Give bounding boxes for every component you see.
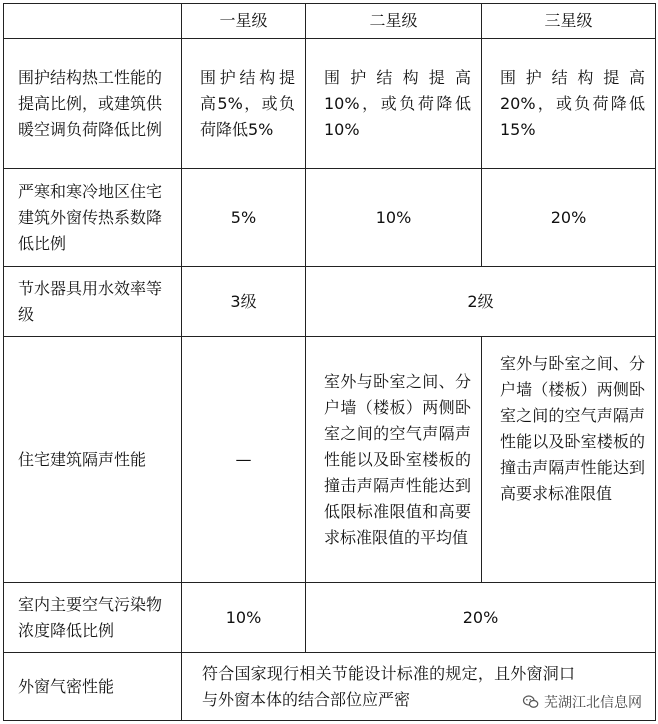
header-two-star: 二星级 (306, 4, 482, 39)
cell-three-star: 20% (482, 169, 656, 267)
cell-two-star: 10% (306, 169, 482, 267)
table-row (4, 39, 656, 169)
cell-one-star: 3级 (182, 267, 306, 337)
header-empty (4, 4, 182, 39)
table-row (4, 583, 656, 653)
cell-all-levels: 符合国家现行相关节能设计标准的规定，且外窗洞口与外窗本体的结合部位应严密 (182, 653, 656, 721)
cell-one-star: — (182, 337, 306, 583)
table-row (4, 267, 656, 337)
cell-one-star: 5% (182, 169, 306, 267)
cell-one-star: 围护结构提高5%，或负荷降低5% (182, 39, 306, 169)
header-row (4, 4, 656, 39)
cell-two-star: 围护结构提高10%，或负荷降低10% (306, 39, 482, 169)
row-label: 围护结构热工性能的提高比例，或建筑供暖空调负荷降低比例 (4, 39, 182, 169)
watermark-text: 芜湖江北信息网 (544, 695, 642, 711)
row-label: 外窗气密性能 (4, 653, 182, 721)
cell-three-star: 围护结构提高20%，或负荷降低15% (482, 39, 656, 169)
table-row (4, 337, 656, 583)
table-row (4, 169, 656, 267)
header-three-star: 三星级 (482, 4, 656, 39)
cell-two-star: 室外与卧室之间、分户墙（楼板）两侧卧室之间的空气声隔声性能以及卧室楼板的撞击声隔声性能达到低限标准限值和高要求标准限值的平均值 (306, 337, 482, 583)
cell-three-star: 室外与卧室之间、分户墙（楼板）两侧卧室之间的空气声隔声性能以及卧室楼板的撞击声隔声性能达到高要求标准限值 (482, 337, 656, 583)
header-one-star: 一星级 (182, 4, 306, 39)
cell-one-star: 10% (182, 583, 306, 653)
star-level-requirements-table (3, 3, 656, 721)
row-label: 节水器具用水效率等级 (4, 267, 182, 337)
cell-two-three-star: 2级 (306, 267, 656, 337)
row-label: 严寒和寒冷地区住宅建筑外窗传热系数降低比例 (4, 169, 182, 267)
row-label: 室内主要空气污染物浓度降低比例 (4, 583, 182, 653)
watermark (520, 692, 644, 712)
row-label: 住宅建筑隔声性能 (4, 337, 182, 583)
wechat-icon (522, 693, 540, 711)
cell-two-three-star: 20% (306, 583, 656, 653)
